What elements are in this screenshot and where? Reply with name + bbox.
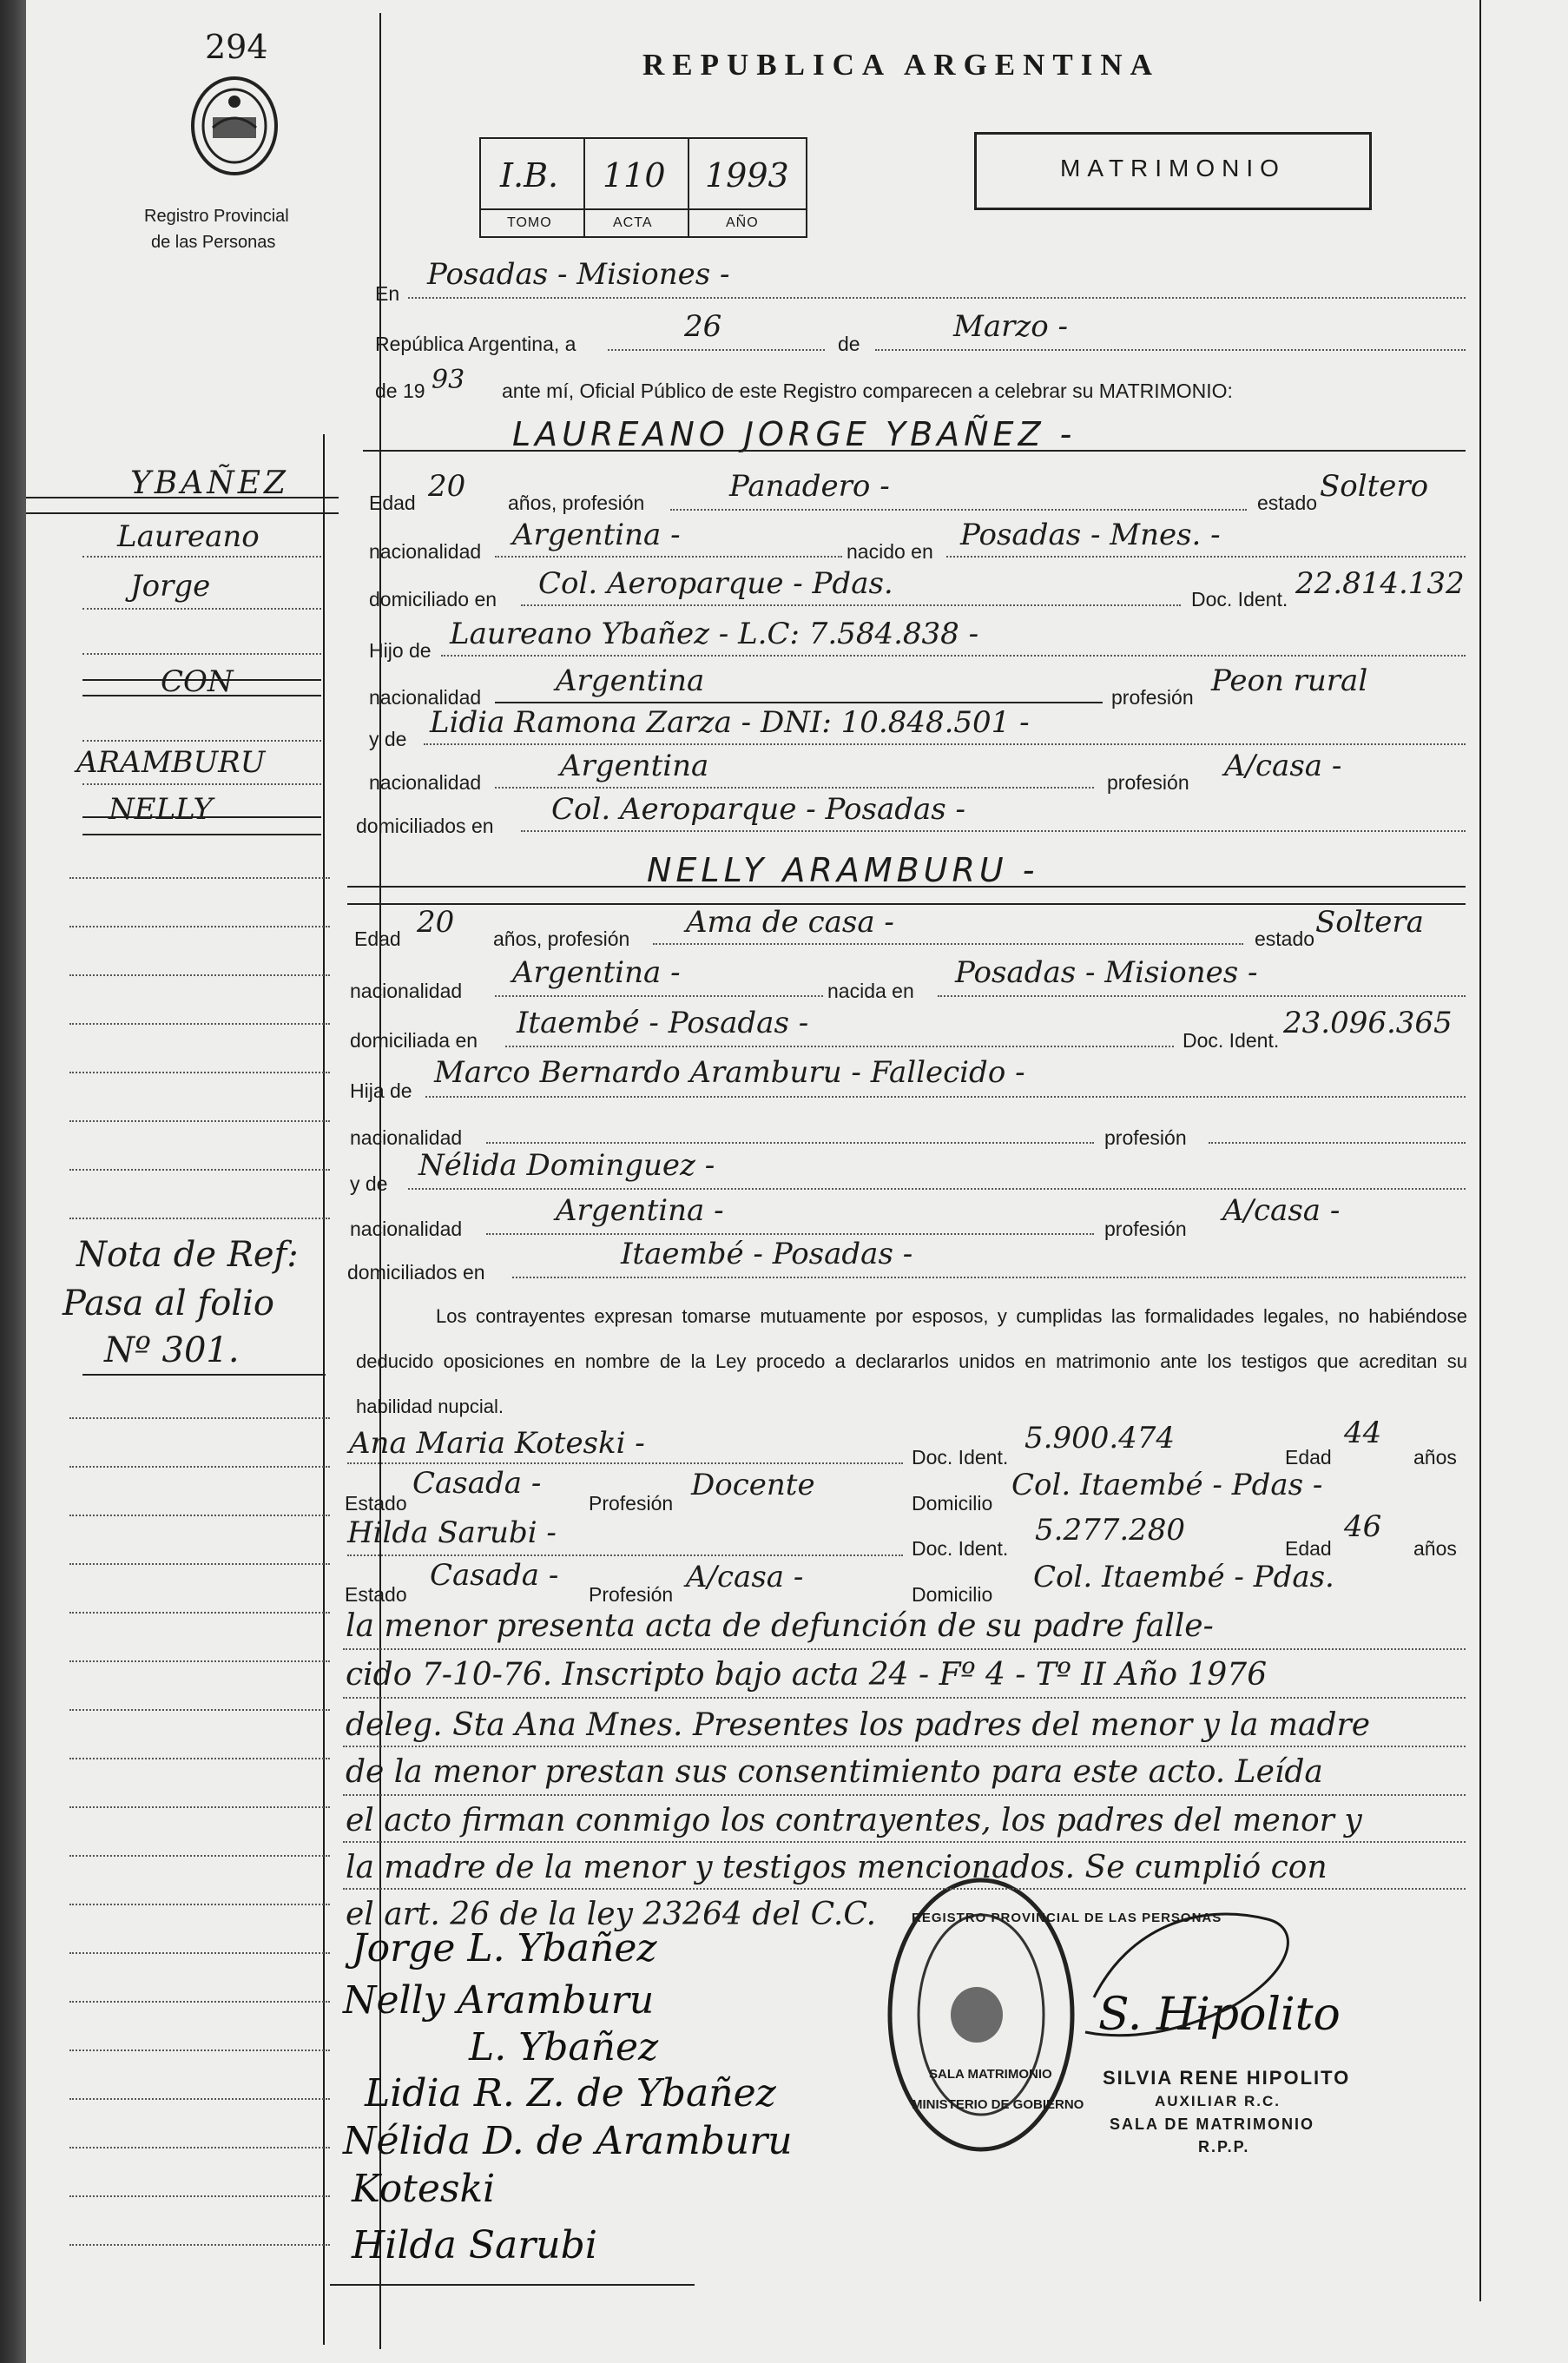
- witness2-estado-label: Estado: [345, 1583, 407, 1606]
- signature-witness1: Koteski: [352, 2167, 496, 2211]
- bride-address: Itaembé - Posadas -: [517, 1006, 809, 1040]
- witness1-estado: Casada -: [412, 1466, 542, 1501]
- bride-father-nat-label: nacionalidad: [350, 1126, 463, 1149]
- bride-birthplace: Posadas - Misiones -: [955, 955, 1258, 990]
- year-prefix: de 19: [375, 380, 425, 402]
- bride-estado-label: estado: [1255, 927, 1315, 950]
- groom-domiciliado-label: domiciliado en: [369, 588, 497, 611]
- groom-hijo-label: Hijo de: [369, 639, 432, 662]
- bride-nacionalidad-label: nacionalidad: [350, 980, 463, 1002]
- note-line: el art. 26 de la ley 23264 del C.C.: [346, 1897, 877, 1932]
- witness2-domicilio-label: Domicilio: [912, 1583, 993, 1606]
- act-type-label: MATRIMONIO: [1060, 155, 1286, 182]
- groom-mother-nat-label: nacionalidad: [369, 771, 482, 794]
- groom-estado: Soltero: [1320, 469, 1429, 504]
- groom-parents-dom-label: domiciliados en: [356, 815, 494, 837]
- witness2-profesion-label: Profesión: [589, 1583, 674, 1606]
- groom-nationality: Argentina -: [512, 518, 681, 552]
- anio-label: AÑO: [726, 215, 759, 230]
- signature-groom-mother: Lidia R. Z. de Ybañez: [365, 2071, 776, 2115]
- note-line: de la menor prestan sus consentimiento para este acto. Leída: [346, 1754, 1323, 1790]
- record-number-box: [479, 137, 807, 238]
- provincial-seal-icon: [187, 74, 282, 178]
- note-line: la madre de la menor y testigos mencionados. Se cumplió con: [346, 1850, 1328, 1885]
- signature-groom-father: L. Ybañez: [469, 2025, 659, 2069]
- margin-note-line2: Pasa al folio: [63, 1284, 274, 1323]
- acta-value: 110: [603, 156, 666, 195]
- witness1-estado-label: Estado: [345, 1492, 407, 1515]
- page-number: 294: [205, 28, 268, 66]
- bride-age: 20: [417, 905, 455, 940]
- bride-anos-profesion-label: años, profesión: [493, 927, 630, 950]
- groom-yde-label: y de: [369, 728, 407, 750]
- witness1-domicilio: Col. Itaembé - Pdas -: [1011, 1468, 1323, 1502]
- bride-hija-label: Hija de: [350, 1079, 412, 1102]
- groom-father-nationality: Argentina: [556, 663, 705, 698]
- signature-bride-mother: Nélida D. de Aramburu: [343, 2119, 793, 2163]
- margin-groom-name1: Laureano: [117, 519, 260, 554]
- groom-mother-prof-label: profesión: [1107, 771, 1189, 794]
- bride-mother-nat-label: nacionalidad: [350, 1218, 463, 1240]
- bride-edad-label: Edad: [354, 927, 401, 950]
- groom-father: Laureano Ybañez - L.C: 7.584.838 -: [450, 617, 979, 651]
- official-signature: S. Hipolito: [1098, 1989, 1341, 2041]
- official-signature-flourish: [1059, 1893, 1320, 2067]
- groom-father-nat-label: nacionalidad: [369, 686, 482, 709]
- margin-groom-name2: Jorge: [130, 569, 211, 604]
- year-suffix: 93: [432, 365, 465, 395]
- bride-parents-dom-label: domiciliados en: [347, 1261, 485, 1284]
- bride-nationality: Argentina -: [512, 955, 681, 990]
- groom-nacido-label: nacido en: [847, 540, 933, 563]
- registry-name-line1: Registro Provincial: [144, 207, 289, 226]
- margin-note-line1: Nota de Ref:: [76, 1235, 299, 1275]
- note-line: cido 7-10-76. Inscripto bajo acta 24 - Fº 4 - Tº II Año 1976: [346, 1657, 1268, 1693]
- groom-mother-nationality: Argentina: [560, 749, 709, 783]
- groom-parents-address: Col. Aeroparque - Posadas -: [551, 792, 966, 827]
- margin-bride-surname: ARAMBURU: [76, 745, 266, 780]
- month-value: Marzo -: [953, 309, 1069, 344]
- groom-full-name: LAUREANO JORGE YBAÑEZ -: [512, 415, 1077, 453]
- bride-domiciliada-label: domiciliada en: [350, 1029, 478, 1052]
- witness1-profesion-label: Profesión: [589, 1492, 674, 1515]
- witness2-domicilio: Col. Itaembé - Pdas.: [1033, 1560, 1334, 1594]
- note-line: el acto firman conmigo los contrayentes, los padres del menor y: [346, 1803, 1362, 1838]
- tomo-label: TOMO: [507, 215, 552, 230]
- official-title-line2: SALA DE MATRIMONIO: [1110, 2115, 1314, 2133]
- place-value: Posadas - Misiones -: [427, 257, 730, 292]
- bride-mother-prof-label: profesión: [1104, 1218, 1187, 1240]
- groom-address: Col. Aeroparque - Pdas.: [538, 566, 893, 601]
- witness1-domicilio-label: Domicilio: [912, 1492, 993, 1515]
- official-title-line1: AUXILIAR R.C.: [1155, 2093, 1281, 2109]
- round-stamp-bottom-text: MINISTERIO DE GOBIERNO: [912, 2097, 1084, 2112]
- groom-edad-label: Edad: [369, 492, 416, 514]
- book-binding: [0, 0, 26, 2363]
- witness2-profesion: A/casa -: [686, 1560, 804, 1594]
- bride-profession: Ama de casa -: [686, 905, 894, 940]
- bride-father: Marco Bernardo Aramburu - Fallecido -: [434, 1055, 1025, 1090]
- signature-witness2: Hilda Sarubi: [352, 2223, 597, 2267]
- witness1-doc-label: Doc. Ident.: [912, 1446, 1009, 1469]
- margin-groom-surname: YBAÑEZ: [130, 465, 290, 501]
- registry-name-line2: de las Personas: [151, 233, 276, 252]
- official-title-line3: R.P.P.: [1198, 2138, 1250, 2155]
- witness2-age: 46: [1344, 1509, 1382, 1544]
- day-value: 26: [684, 309, 722, 344]
- margin-bride-name: NELLY: [109, 792, 213, 827]
- groom-father-prof-label: profesión: [1111, 686, 1194, 709]
- witness1-age: 44: [1344, 1416, 1382, 1450]
- round-stamp-mid-text: SALA MATRIMONIO: [929, 2067, 1052, 2082]
- bride-mother-profession: A/casa -: [1222, 1193, 1341, 1228]
- margin-con: CON: [161, 664, 234, 699]
- right-border: [1479, 0, 1481, 2301]
- groom-mother: Lidia Ramona Zarza - DNI: 10.848.501 -: [430, 705, 1030, 740]
- bride-full-name: NELLY ARAMBURU -: [647, 851, 1039, 889]
- witness2-anos-label: años: [1413, 1537, 1457, 1560]
- country-title: REPUBLICA ARGENTINA: [642, 48, 1160, 82]
- anio-value: 1993: [705, 156, 789, 195]
- signature-bride: Nelly Aramburu: [343, 1978, 655, 2023]
- inner-margin-line: [323, 434, 325, 2345]
- witness1-profesion: Docente: [691, 1468, 815, 1502]
- witness1-name: Ana Maria Koteski -: [349, 1426, 645, 1461]
- note-line: deleg. Sta Ana Mnes. Presentes los padres del menor y la madre: [346, 1707, 1371, 1743]
- acta-label: ACTA: [613, 215, 653, 230]
- note-line: la menor presenta acta de defunción de su padre falle-: [346, 1608, 1214, 1644]
- margin-note-line3: Nº 301.: [104, 1330, 240, 1370]
- witness2-estado: Casada -: [430, 1558, 559, 1593]
- official-name: SILVIA RENE HIPOLITO: [1103, 2067, 1351, 2089]
- intro-text: ante mí, Oficial Público de este Registro comparecen a celebrar su MATRIMONIO:: [502, 380, 1233, 402]
- groom-father-profession: Peon rural: [1211, 663, 1368, 698]
- groom-mother-profession: A/casa -: [1224, 749, 1342, 783]
- groom-doc-label: Doc. Ident.: [1191, 588, 1288, 611]
- witness1-edad-label: Edad: [1285, 1446, 1332, 1469]
- witness1-anos-label: años: [1413, 1446, 1457, 1469]
- witness2-edad-label: Edad: [1285, 1537, 1332, 1560]
- bride-estado: Soltera: [1315, 905, 1424, 940]
- bride-mother: Nélida Dominguez -: [418, 1148, 715, 1183]
- en-label: En: [375, 282, 400, 305]
- groom-nacionalidad-label: nacionalidad: [369, 540, 482, 563]
- groom-doc: 22.814.132: [1295, 566, 1465, 601]
- bride-doc: 23.096.365: [1283, 1006, 1453, 1040]
- bride-nacida-label: nacida en: [827, 980, 914, 1002]
- groom-anos-profesion-label: años, profesión: [508, 492, 645, 514]
- bride-mother-nationality: Argentina -: [556, 1193, 724, 1228]
- republica-label: República Argentina, a: [375, 333, 576, 355]
- de-label: de: [838, 333, 860, 355]
- bride-parents-address: Itaembé - Posadas -: [621, 1237, 913, 1271]
- bride-father-prof-label: profesión: [1104, 1126, 1187, 1149]
- groom-estado-label: estado: [1257, 492, 1318, 514]
- groom-profession: Panadero -: [729, 469, 890, 504]
- witness2-doc-label: Doc. Ident.: [912, 1537, 1009, 1560]
- witness1-doc: 5.900.474: [1024, 1421, 1176, 1455]
- round-stamp-top-text: REGISTRO PROVINCIAL DE LAS PERSONAS: [912, 1911, 1222, 1925]
- groom-birthplace: Posadas - Mnes. -: [960, 518, 1221, 552]
- declaration-text: Los contrayentes expresan tomarse mutuamente por esposos, y cumplidas las formalidades legales, no habiéndose deducido oposiciones en nombre de la Ley procedo a declararlos unidos en matrimonio ante los testigos que acreditan su habilidad nupcial.: [356, 1305, 1467, 1417]
- bride-doc-label: Doc. Ident.: [1183, 1029, 1280, 1052]
- tomo-value: I.B.: [500, 156, 559, 195]
- groom-age: 20: [428, 469, 466, 504]
- bride-yde-label: y de: [350, 1172, 388, 1195]
- signature-groom: Jorge L. Ybañez: [352, 1926, 657, 1970]
- witness2-doc: 5.277.280: [1035, 1513, 1186, 1548]
- witness2-name: Hilda Sarubi -: [347, 1515, 557, 1550]
